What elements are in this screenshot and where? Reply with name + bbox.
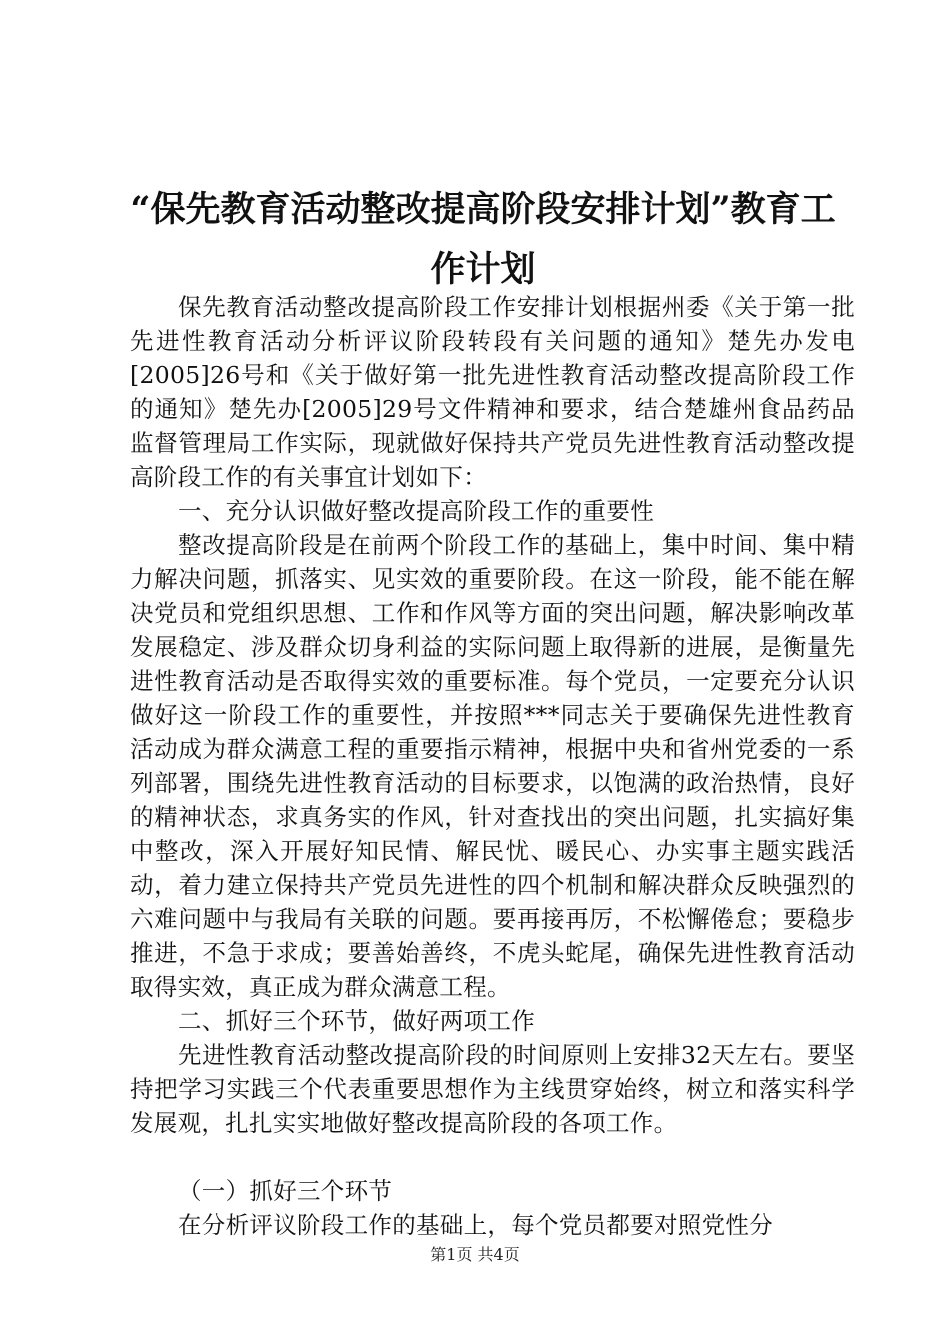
section-heading-2: 二、抓好三个环节，做好两项工作 xyxy=(178,1007,535,1035)
intro-paragraph: 保先教育活动整改提高阶段工作安排计划根据州委《关于第一批先进性教育活动分析评议阶段转段有关问题的通知》楚先办发电[2005]26号和《关于做好第一批先进性教育活动整改提高阶段工作的通知》楚先办[2005]29号文件精神和要求，结合楚雄州食品药品监督管理局工作实际，现就做好保持共产党员先进性教育活动整改提高阶段工作的有关事宜计划如下： xyxy=(130,293,855,491)
paragraph-spacer xyxy=(130,1140,855,1174)
body-paragraph: 先进性教育活动整改提高阶段的时间原则上安排32天左右。要坚持把学习实践三个代表重要思想作为主线贯穿始终，树立和落实科学发展观，扎扎实实地做好整改提高阶段的各项工作。 xyxy=(130,1041,855,1137)
body-paragraph: 整改提高阶段是在前两个阶段工作的基础上，集中时间、集中精力解决问题，抓落实、见实效的重要阶段。在这一阶段，能不能在解决党员和党组织思想、工作和作风等方面的突出问题，解决影响改革发展稳定、涉及群众切身利益的实际问题上取得新的进展，是衡量先进性教育活动是否取得实效的重要标准。每个党员，一定要充分认识做好这一阶段工作的重要性，并按照***同志关于要确保先进性教育活动成为群众满意工程的重要指示精神，根据中央和省州党委的一系列部署，围绕先进性教育活动的目标要求，以饱满的政治热情，良好的精神状态，求真务实的作风，针对查找出的突出问题，扎实搞好集中整改，深入开展好知民情、解民忧、暖民心、办实事主题实践活动，着力建立保持共产党员先进性的四个机制和解决群众反映强烈的六难问题中与我局有关联的问题。要再接再厉，不松懈倦怠；要稳步推进，不急于求成；要善始善终，不虎头蛇尾，确保先进性教育活动取得实效，真正成为群众满意工程。 xyxy=(130,531,855,1001)
body-paragraph: 在分析评议阶段工作的基础上，每个党员都要对照党性分 xyxy=(178,1211,773,1239)
page-footer: 第1页 共4页 xyxy=(430,1245,520,1264)
document-title: “保先教育活动整改提高阶段安排计划”教育工作计划 xyxy=(130,189,836,290)
document-body xyxy=(130,290,855,1242)
section-heading-1: 一、充分认识做好整改提高阶段工作的重要性 xyxy=(178,497,654,525)
subsection-heading-1: （一）抓好三个环节 xyxy=(178,1177,393,1205)
